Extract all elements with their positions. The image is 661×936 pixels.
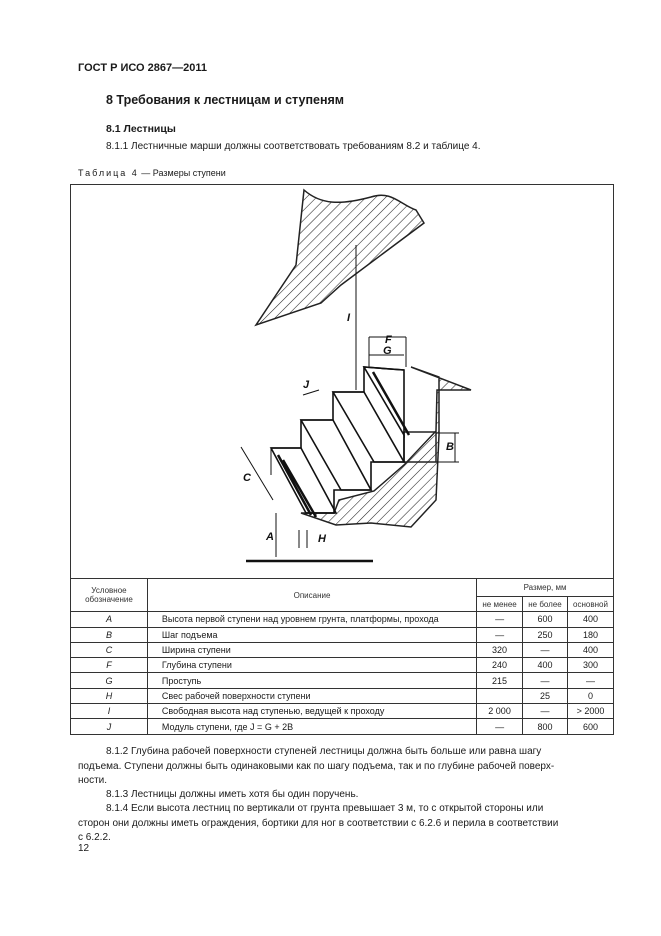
row-main: 400: [567, 642, 613, 657]
row-main: —: [567, 673, 613, 688]
row-description: Модуль ступени, где J = G + 2B: [147, 719, 476, 734]
row-description: Высота первой ступени над уровнем грунта, платформы, прохода: [147, 612, 476, 627]
row-min: 240: [477, 658, 523, 673]
row-min: 215: [477, 673, 523, 688]
table-caption-rest: — Размеры ступени: [138, 168, 226, 178]
paragraph-line: подъема. Ступени должны быть одинаковыми как по шагу подъема, так и по глубине рабочей поверх-: [78, 760, 555, 772]
row-main: 400: [567, 612, 613, 627]
section-title: 8 Требования к лестницам и ступеням: [106, 93, 345, 107]
table-row: [71, 719, 614, 734]
subsection-title: 8.1 Лестницы: [106, 123, 176, 135]
header-main: основной: [567, 597, 613, 612]
dimensions-table: [70, 578, 614, 735]
label-A: A: [266, 531, 274, 543]
row-symbol: C: [71, 642, 148, 657]
header-description: Описание: [147, 579, 476, 612]
paragraph-8-1-4: [78, 802, 614, 846]
line-text: 8.1.3 Лестницы должны иметь хотя бы один поручень.: [106, 789, 359, 800]
row-max: —: [523, 704, 568, 719]
label-C: C: [243, 472, 251, 484]
row-main: 300: [567, 658, 613, 673]
table-row: [71, 704, 614, 719]
row-main: 0: [567, 688, 613, 703]
label-J: J: [303, 379, 310, 391]
row-min: 320: [477, 642, 523, 657]
row-min: [477, 688, 523, 703]
row-min: —: [477, 627, 523, 642]
table-row: [71, 658, 614, 673]
table-row: [71, 627, 614, 642]
row-description: Глубина ступени: [147, 658, 476, 673]
row-min: —: [477, 719, 523, 734]
paragraph-line: [78, 802, 614, 817]
header-min: не менее: [477, 597, 523, 612]
label-B: B: [446, 441, 454, 453]
document-id: ГОСТ Р ИСО 2867—2011: [78, 62, 208, 74]
row-symbol: I: [71, 704, 148, 719]
paragraph-8-1-3: [78, 788, 614, 803]
table-row: [71, 612, 614, 627]
table-caption-prefix: Таблица 4: [78, 168, 139, 178]
header-max: не более: [523, 597, 568, 612]
table-row: [71, 688, 614, 703]
row-symbol: J: [71, 719, 148, 734]
label-H: H: [318, 533, 326, 545]
line-text: 8.1.4 Если высота лестниц по вертикали от грунта превышает 3 м, то с открытой стороны или: [106, 803, 544, 814]
row-main: 180: [567, 627, 613, 642]
table-row: [71, 673, 614, 688]
table-row: [71, 642, 614, 657]
paragraph-line: ности.: [78, 775, 108, 786]
row-min: —: [477, 612, 523, 627]
label-F: F: [385, 334, 392, 346]
row-description: Свес рабочей поверхности ступени: [147, 688, 476, 703]
row-description: Шаг подъема: [147, 627, 476, 642]
row-max: 25: [523, 688, 568, 703]
row-description: Проступь: [147, 673, 476, 688]
paragraph-line: сторон они должны иметь ограждения, бортики для ног в соответствии с 6.2.6 и перила в соответствии: [78, 817, 559, 829]
table-caption: [78, 168, 226, 178]
paragraph-8-1-1: 8.1.1 Лестничные марши должны соответствовать требованиям 8.2 и таблице 4.: [106, 141, 481, 152]
row-max: 800: [523, 719, 568, 734]
ceiling-overhang: [256, 190, 424, 325]
row-symbol: A: [71, 612, 148, 627]
stair-figure: [70, 184, 614, 579]
paragraph-8-1-2: [78, 745, 614, 789]
row-min: 2 000: [477, 704, 523, 719]
row-max: 250: [523, 627, 568, 642]
page-number: 12: [78, 843, 90, 854]
header-size: Размер, мм: [477, 579, 614, 597]
paragraph-line: [78, 745, 614, 760]
stair-diagram: [71, 185, 615, 580]
row-symbol: G: [71, 673, 148, 688]
row-max: 400: [523, 658, 568, 673]
row-main: > 2000: [567, 704, 613, 719]
label-I: I: [347, 312, 351, 324]
line-text: 8.1.2 Глубина рабочей поверхности ступеней лестницы должна быть больше или равна шагу: [106, 746, 542, 757]
row-symbol: B: [71, 627, 148, 642]
row-max: —: [523, 642, 568, 657]
row-symbol: F: [71, 658, 148, 673]
paragraph-line: с 6.2.2.: [78, 832, 111, 843]
label-G: G: [383, 345, 392, 357]
row-symbol: H: [71, 688, 148, 703]
row-main: 600: [567, 719, 613, 734]
row-max: —: [523, 673, 568, 688]
row-description: Свободная высота над ступенью, ведущей к проходу: [147, 704, 476, 719]
row-max: 600: [523, 612, 568, 627]
row-description: Ширина ступени: [147, 642, 476, 657]
header-symbol: Условное обозначение: [71, 579, 148, 612]
